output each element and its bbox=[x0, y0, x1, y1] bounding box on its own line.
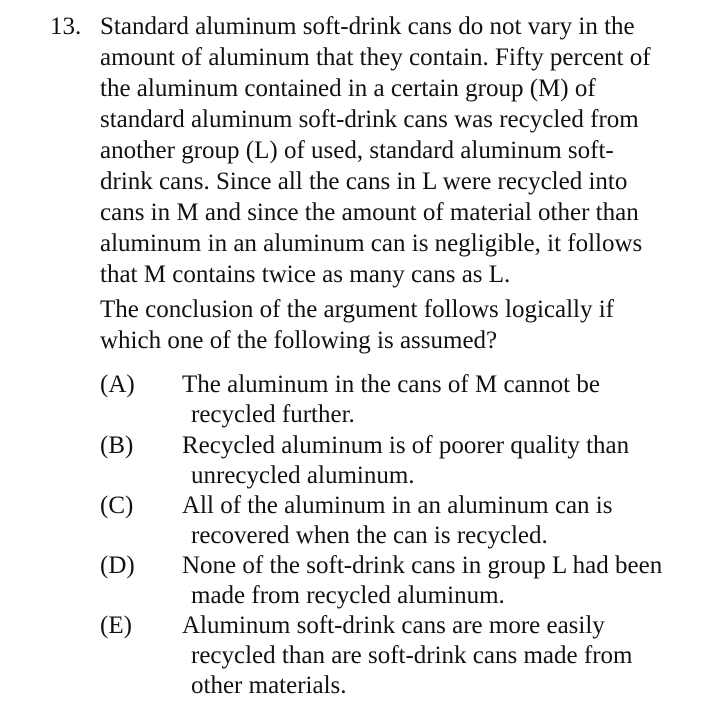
choice-text bbox=[182, 370, 600, 430]
choice-line: recovered when the can is recycled. bbox=[191, 522, 548, 549]
choice-line: The aluminum in the cans of M cannot be bbox=[182, 371, 600, 398]
stem-line: drink cans. Since all the cans in L were recycled into bbox=[100, 168, 628, 195]
question-number: 13. bbox=[50, 13, 82, 40]
choice-line: recycled than are soft-drink cans made from bbox=[191, 642, 633, 669]
stem-line: another group (L) of used, standard aluminum soft- bbox=[100, 137, 614, 164]
choice-line: other materials. bbox=[191, 672, 347, 699]
choice-line: recycled further. bbox=[191, 401, 355, 428]
choice-letter: (E) bbox=[100, 612, 132, 639]
prompt-line: The conclusion of the argument follows logically if bbox=[100, 296, 615, 323]
choice-text bbox=[182, 431, 629, 491]
choice-letter: (A) bbox=[100, 371, 135, 398]
stem-line: aluminum in an aluminum can is negligible, it follows bbox=[100, 230, 643, 257]
choice-letter: (B) bbox=[100, 432, 134, 459]
stem-line: that M contains twice as many cans as L. bbox=[100, 261, 511, 288]
choice-text bbox=[182, 611, 632, 701]
question-prompt bbox=[100, 294, 690, 356]
choice-letter: (D) bbox=[100, 552, 135, 579]
choice-line: unrecycled aluminum. bbox=[191, 462, 415, 489]
choice-line: All of the aluminum in an aluminum can is bbox=[182, 492, 613, 519]
choice-letter: (C) bbox=[100, 492, 134, 519]
stem-line: the aluminum contained in a certain group (M) of bbox=[100, 75, 596, 102]
choice-line: None of the soft-drink cans in group L had been bbox=[182, 552, 663, 579]
choice-line: Recycled aluminum is of poorer quality than bbox=[182, 432, 630, 459]
choice-text bbox=[182, 491, 612, 551]
question-stem bbox=[100, 11, 690, 290]
choice-line: Aluminum soft-drink cans are more easily bbox=[182, 612, 605, 639]
stem-line: standard aluminum soft-drink cans was recycled from bbox=[100, 106, 639, 133]
stem-line: Standard aluminum soft-drink cans do not vary in the bbox=[100, 13, 635, 40]
stem-line: cans in M and since the amount of material other than bbox=[100, 199, 639, 226]
choice-line: made from recycled aluminum. bbox=[191, 582, 505, 609]
stem-line: amount of aluminum that they contain. Fifty percent of bbox=[100, 44, 651, 71]
choice-text bbox=[182, 551, 662, 611]
prompt-line: which one of the following is assumed? bbox=[100, 327, 498, 354]
